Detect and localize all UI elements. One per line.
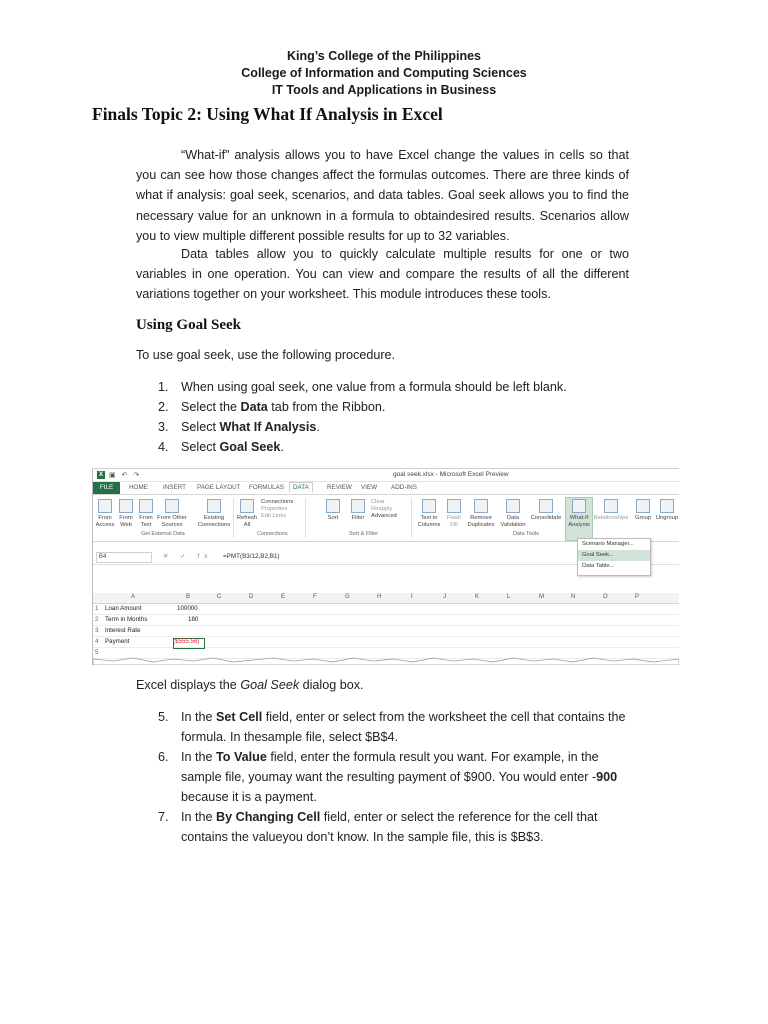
from-other-sources-button: From Other Sources: [157, 499, 187, 529]
remove-duplicates-button: Remove Duplicates: [465, 499, 497, 529]
group-label: Data Tools: [513, 531, 539, 537]
table-row: 2 Term in Months 180: [93, 615, 679, 626]
intro-paragraph-2: [136, 244, 629, 305]
data-validation-button: Data Validation: [499, 499, 527, 529]
filter-button: Filter: [349, 499, 367, 522]
from-text-button: From Text: [137, 499, 155, 529]
sort-icon: [326, 499, 340, 513]
ribbon-divider: [411, 498, 412, 538]
section-heading: Using Goal Seek: [136, 317, 242, 333]
list-item: 1. When using goal seek, one value from a formula should be left blank.: [158, 380, 567, 394]
intro-paragraph-1: [136, 145, 629, 246]
menu-item-goal-seek: Goal Seek...: [578, 550, 650, 561]
ribbon-divider: [305, 498, 306, 538]
section-lead: To use goal seek, use the following procedure.: [136, 348, 396, 362]
menu-item-scenario-manager: Scenario Manager...: [582, 541, 634, 547]
filter-icon: [351, 499, 365, 513]
tab-insert: INSERT: [163, 484, 186, 491]
column-headers: A B C D E F G H I J K L M N O P: [93, 593, 679, 604]
tab-review: REVIEW: [327, 484, 352, 491]
worksheet-grid: [93, 593, 679, 659]
filter-small-buttons: Clear Reapply Advanced: [371, 499, 397, 519]
group-icon: [636, 499, 650, 513]
relationships-icon: [604, 499, 618, 513]
group-label: Sort & Filter: [349, 531, 379, 537]
ungroup-button: Ungroup: [655, 499, 679, 522]
page-title: Finals Topic 2: Using What If Analysis in Excel: [92, 104, 443, 124]
tab-formulas: FORMULAS: [249, 484, 284, 491]
tab-page-layout: PAGE LAYOUT: [197, 484, 241, 491]
from-access-button: From Access: [95, 499, 115, 529]
table-row: 4 Payment ($555.56): [93, 637, 679, 648]
access-icon: [98, 499, 112, 513]
formula-bar-icons: ✕ ✓ fx: [163, 553, 213, 560]
text-to-columns-button: Text to Columns: [417, 499, 441, 529]
ribbon-divider: [233, 498, 234, 538]
table-row: 3 Interest Rate: [93, 626, 679, 637]
steps-list-b: [136, 707, 636, 847]
connections-icon: [207, 499, 221, 513]
excel-title-bar: [93, 469, 679, 482]
sort-button: Sort: [325, 499, 341, 522]
menu-item-data-table: Data Table...: [582, 563, 615, 569]
payment-value: ($555.56): [173, 638, 200, 645]
what-if-menu: [577, 538, 651, 576]
header-course: IT Tools and Applications in Business: [271, 83, 497, 97]
after-screenshot-text: Excel displays the Goal Seek dialog box.: [136, 678, 364, 692]
list-item: 5. In the Set Cell field, enter or select from the worksheet the cell that contains the formula. In thesample file, select $B$4.: [158, 710, 626, 744]
steps-list-a: [136, 377, 636, 457]
data-validation-icon: [506, 499, 520, 513]
consolidate-button: Consolidate: [529, 499, 563, 522]
excel-screenshot: [92, 468, 679, 665]
list-item: 7. In the By Changing Cell field, enter or select the reference for the cell that contains the valueyou don’t know. In the sample file, this is $B$3.: [158, 810, 598, 844]
existing-connections-button: Existing Connections: [197, 499, 231, 529]
header-institution: King’s College of the Philippines: [287, 49, 481, 63]
connections-small-buttons: Connections Properties Edit Links: [261, 499, 294, 519]
intro-p1-text: “What-if” analysis allows you to have Excel change the values in cells so that you can see how those changes affect the formulas outcomes. There are three kinds of what if analysis: goal seek, scenarios, and data tables. Goal seek allows you to find the necessary value for an unknown in a formula to obtaindesired results. Scenarios allow you to view multiple different possible results for up to 32 variables.: [136, 148, 629, 243]
tab-file: FILE: [93, 482, 120, 494]
list-item: 4. Select Goal Seek.: [158, 440, 284, 454]
ungroup-icon: [660, 499, 674, 513]
remove-duplicates-icon: [474, 499, 488, 513]
relationships-button: Relationships: [593, 499, 629, 522]
tab-add-ins: ADD-INS: [391, 484, 417, 491]
web-icon: [119, 499, 133, 513]
flash-fill-button: Flash Fill: [445, 499, 463, 529]
table-row: 5: [93, 648, 679, 659]
text-icon: [139, 499, 153, 513]
quick-access-icons: ▣ ↶ ↷: [109, 472, 142, 479]
formula-text: =PMT(B3/12,B2,B1): [223, 553, 280, 560]
name-box: B4: [96, 552, 152, 563]
intro-p2-text: Data tables allow you to quickly calculate multiple results for one or two variables in one operation. You can view and compare the results of all the different variations together on your worksheet. This module introduces these tools.: [136, 247, 629, 302]
from-web-button: From Web: [117, 499, 135, 529]
refresh-all-button: Refresh All: [235, 499, 259, 529]
text-to-columns-icon: [422, 499, 436, 513]
torn-edge: [93, 657, 679, 665]
list-item: 3. Select What If Analysis.: [158, 420, 320, 434]
group-button: Group: [633, 499, 653, 522]
flash-fill-icon: [447, 499, 461, 513]
table-row: 1 Loan Amount 100000: [93, 604, 679, 615]
list-item: 2. Select the Data tab from the Ribbon.: [158, 400, 386, 414]
header-college: College of Information and Computing Sciences: [241, 66, 527, 80]
tab-home: HOME: [129, 484, 148, 491]
what-if-analysis-button: What-If Analysis: [567, 499, 591, 529]
other-sources-icon: [165, 499, 179, 513]
list-item: 6. In the To Value field, enter the formula result you want. For example, in the sample file, youmay want the resulting payment of $900. You would enter -900 because it is a payment.: [158, 750, 618, 804]
group-label: Connections: [257, 531, 288, 537]
excel-window-title: goal seek.xlsx - Microsoft Excel Preview: [393, 471, 509, 478]
excel-logo-icon: X: [98, 472, 103, 478]
tab-view: VIEW: [361, 484, 378, 491]
what-if-icon: [572, 499, 586, 513]
tab-data: DATA: [289, 482, 313, 493]
group-label: Get External Data: [141, 531, 185, 537]
consolidate-icon: [539, 499, 553, 513]
refresh-icon: [240, 499, 254, 513]
ribbon-tabs: [93, 482, 679, 495]
